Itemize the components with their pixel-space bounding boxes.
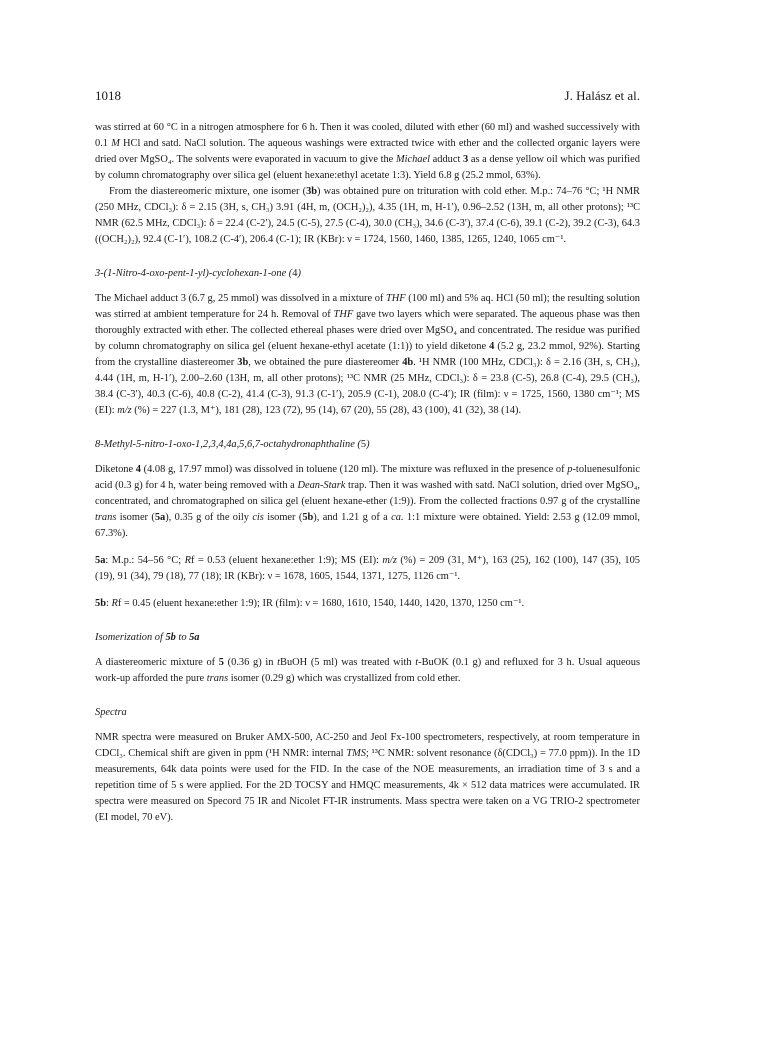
paragraph: [95, 120, 640, 184]
text-run: 5a: [95, 555, 106, 566]
text-run: trans: [206, 673, 229, 684]
text-run: ), and 1.21 g of a: [313, 512, 392, 523]
text-run: adduct: [429, 154, 463, 165]
paragraph: [95, 184, 640, 248]
text-run: as a dense yellow oil which was purified by column chromatography over silica gel (eluent hexane:ethyl acetate 1:3). Yield 6.8 g (25.2 mmol, 63%).: [95, 154, 640, 181]
text-run: 5a: [189, 632, 200, 643]
text-run: 4: [292, 268, 298, 279]
text-run: 5b: [302, 512, 314, 523]
text-run: (5.2 g, 23.2 mmol, 92%). Starting from the crystalline diastereomer: [95, 341, 640, 368]
text-run: THF: [385, 293, 406, 304]
text-run: HCl and satd. NaCl solution. The aqueous washings were extracted twice with ether and the collected organic layers were dried over MgSO₄. The solvents were evaporated in vacuum to give the: [95, 138, 640, 165]
text-run: f = 0.53 (eluent hexane:ether 1:9); MS (EI):: [190, 555, 383, 566]
text-run: 5b: [95, 598, 106, 609]
section-heading: [95, 705, 640, 721]
text-run: 1:1 mixture were obtained. Yield: 2.53 g (12.09 mmol, 67.3%).: [95, 512, 640, 539]
text-run: 5a: [154, 512, 166, 523]
text-run: ca.: [391, 512, 404, 523]
section-heading: [95, 437, 640, 453]
text-run: BuOH (5 ml) was treated with: [280, 657, 416, 668]
text-run: to: [175, 632, 190, 643]
text-run: 3b: [237, 357, 249, 368]
text-run: The Michael adduct 3 (6.7 g, 25 mmol) was dissolved in a mixture of: [95, 293, 386, 304]
text-run: p: [567, 464, 573, 475]
text-run: Spectra: [95, 707, 127, 718]
running-authors: J. Halász et al.: [564, 88, 640, 103]
text-run: 5: [218, 657, 224, 668]
text-run: :: [105, 598, 112, 609]
text-run: . ¹H NMR (100 MHz, CDCl₃): δ = 2.16 (3H, s, CH₃), 4.44 (1H, m, H-1′), 2.00–2.60 (13H, m, all other protons); ¹³C NMR (25 MHz, CDCl₃): δ = 23.8 (C-5), 26.8 (C-4), 29.5 (CH₃), 38.4 (C-3′), 40.3 (C-6), 40.8 (C-2), 41.4 (C-3), 91.3 (C-1′), 205.9 (C-1), 208.0 (C-4′); IR (film): ν = 1725, 1560, 1380 cm⁻¹; MS (EI):: [95, 357, 640, 416]
text-run: 3: [462, 154, 469, 165]
text-run: 5b: [165, 632, 176, 643]
text-run: THF: [333, 309, 354, 320]
text-run: t: [415, 657, 419, 668]
text-run: was stirred at 60 °C in a nitrogen atmosphere for 6 h. Then it was cooled, diluted with ether (60 ml) and washed successively with 0.1: [95, 122, 640, 149]
text-run: (%) = 227 (1.3, M⁺), 181 (28), 123 (72), 95 (14), 67 (20), 55 (28), 43 (100), 41 (32), 38 (14).: [131, 405, 522, 416]
section-heading: [95, 630, 640, 646]
text-run: R: [111, 598, 118, 609]
text-run: cis: [252, 512, 264, 523]
paragraph: [95, 730, 640, 826]
text-run: 4: [489, 341, 495, 352]
text-run: t: [277, 657, 281, 668]
text-run: , we obtained the pure diastereomer: [248, 357, 403, 368]
text-run: A diastereomeric mixture of: [95, 657, 219, 668]
text-run: 4: [135, 464, 141, 475]
text-run: m/z: [382, 555, 397, 566]
text-run: Diketone: [95, 464, 136, 475]
text-run: (%) = 209 (31, M⁺), 163 (25), 162 (100), 147 (35), 105 (19), 91 (34), 79 (18), 77 (18); IR (KBr): ν = 1678, 1605, 1544, 1371, 1275, 1126 cm⁻¹.: [95, 555, 640, 582]
text-run: 4b: [402, 357, 414, 368]
text-run: 5: [360, 439, 367, 450]
text-run: ): [366, 439, 370, 450]
text-run: ; ¹³C NMR: solvent resonance (δ(CDCl₃) = 77.0 ppm)). In the 1D measurements, 64k data points were used for the FID. In the case of the NOE measurements, an irradiation time of 3 s and a repetition time of 5 s were applied. For the 2D TOCSY and HMQC measurements, 4k × 512 data matrices were accumulated. IR spectra were measured on Specord 75 IR and Nicolet FT-IR instruments. Mass spectra were taken on a VG TRIO-2 spectrometer (EI model, 70 eV).: [95, 748, 641, 823]
text-run: isomer (: [116, 512, 155, 523]
text-run: Isomerization of: [95, 632, 166, 643]
text-run: Dean-Stark: [297, 480, 346, 491]
text-run: m/z: [117, 405, 132, 416]
section-heading: [95, 266, 640, 282]
text-run: ) was obtained pure on trituration with cold ether. M.p.: 74–76 °C; ¹H NMR (250 MHz, CDCl₃): δ = 2.15 (3H, s, CH₃) 3.91 (4H, m, (OCH₂)₂), 4.35 (1H, m, H-1′), 0.96–2.52 (13H, m, all other protons); ¹³C NMR (62.5 MHz, CDCl₃): δ = 22.4 (C-2′), 24.5 (C-5), 27.5 (C-4), 30.0 (CH₃), 34.6 (C-3′), 37.4 (C-6), 39.1 (C-2), 39.2 (C-3), 64.3 ((OCH₂)₂), 92.4 (C-1′), 108.2 (C-4′), 206.4 (C-1); IR (KBr): ν = 1724, 1560, 1460, 1385, 1265, 1240, 1065 cm⁻¹.: [95, 186, 640, 245]
text-run: 3-(1-Nitro-4-oxo-pent-1-yl)-cyclohexan-1-one (: [95, 268, 293, 279]
page-number: 1018: [95, 88, 121, 103]
text-run: isomer (0.29 g) which was crystallized from cold ether.: [228, 673, 461, 684]
text-run: gave two layers which were separated. The aqueous phase was then thoroughly extracted with ether. The collected ethereal phases were dried over MgSO₄ and concentrated. The residue was purified by column chromatography on silica gel (eluent hexane-ethyl acetate (1:1)) to yield diketone: [95, 309, 640, 352]
article-body: [95, 120, 640, 826]
text-run: isomer (: [263, 512, 303, 523]
text-run: NMR spectra were measured on Bruker AMX-500, AC-250 and Jeol Fx-100 spectrometers, respectively, at room temperature in CDCl₃. Chemical shift are given in ppm (¹H NMR: internal: [95, 732, 640, 759]
text-run: TMS: [346, 748, 366, 759]
text-run: 8-Methyl-5-nitro-1-oxo-1,2,3,4,4a,5,6,7-octahydronaphthaline (: [95, 439, 361, 450]
text-run: ): [297, 268, 301, 279]
text-run: Michael: [395, 154, 430, 165]
text-run: f = 0.45 (eluent hexane:ether 1:9); IR (film): ν = 1680, 1610, 1540, 1440, 1420, 1370, 1250 cm⁻¹.: [117, 598, 525, 609]
text-run: 3b: [306, 186, 318, 197]
paragraph: [95, 655, 640, 687]
text-run: R: [184, 555, 191, 566]
text-run: : M.p.: 54–56 °C;: [105, 555, 185, 566]
text-run: -BuOK (0.1 g) and refluxed for 3 h. Usual aqueous work-up afforded the pure: [95, 657, 640, 684]
text-run: -toluenesulfonic acid (0.3 g) for 4 h, water being removed with a: [95, 464, 640, 491]
paragraph: [95, 462, 640, 542]
text-run: From the diastereomeric mixture, one isomer (: [109, 186, 307, 197]
paragraph: [95, 291, 640, 419]
text-run: (4.08 g, 17.97 mmol) was dissolved in toluene (120 ml). The mixture was refluxed in the presence of: [140, 464, 568, 475]
paragraph: [95, 596, 640, 612]
paragraph: [95, 553, 640, 585]
text-run: (100 ml) and 5% aq. HCl (50 ml); the resulting solution was stirred at ambient temperature for 24 h. Removal of: [95, 293, 640, 320]
text-run: (0.36 g) in: [224, 657, 278, 668]
text-run: M: [111, 138, 120, 149]
text-run: trans: [95, 512, 117, 523]
text-run: ), 0.35 g of the oily: [165, 512, 253, 523]
text-run: trap. Then it was washed with satd. NaCl solution, dried over MgSO₄, concentrated, and chromatographed on silica gel (eluent hexane-ether (1:9)). From the collected fractions 0.97 g of the crystalline: [95, 480, 640, 507]
